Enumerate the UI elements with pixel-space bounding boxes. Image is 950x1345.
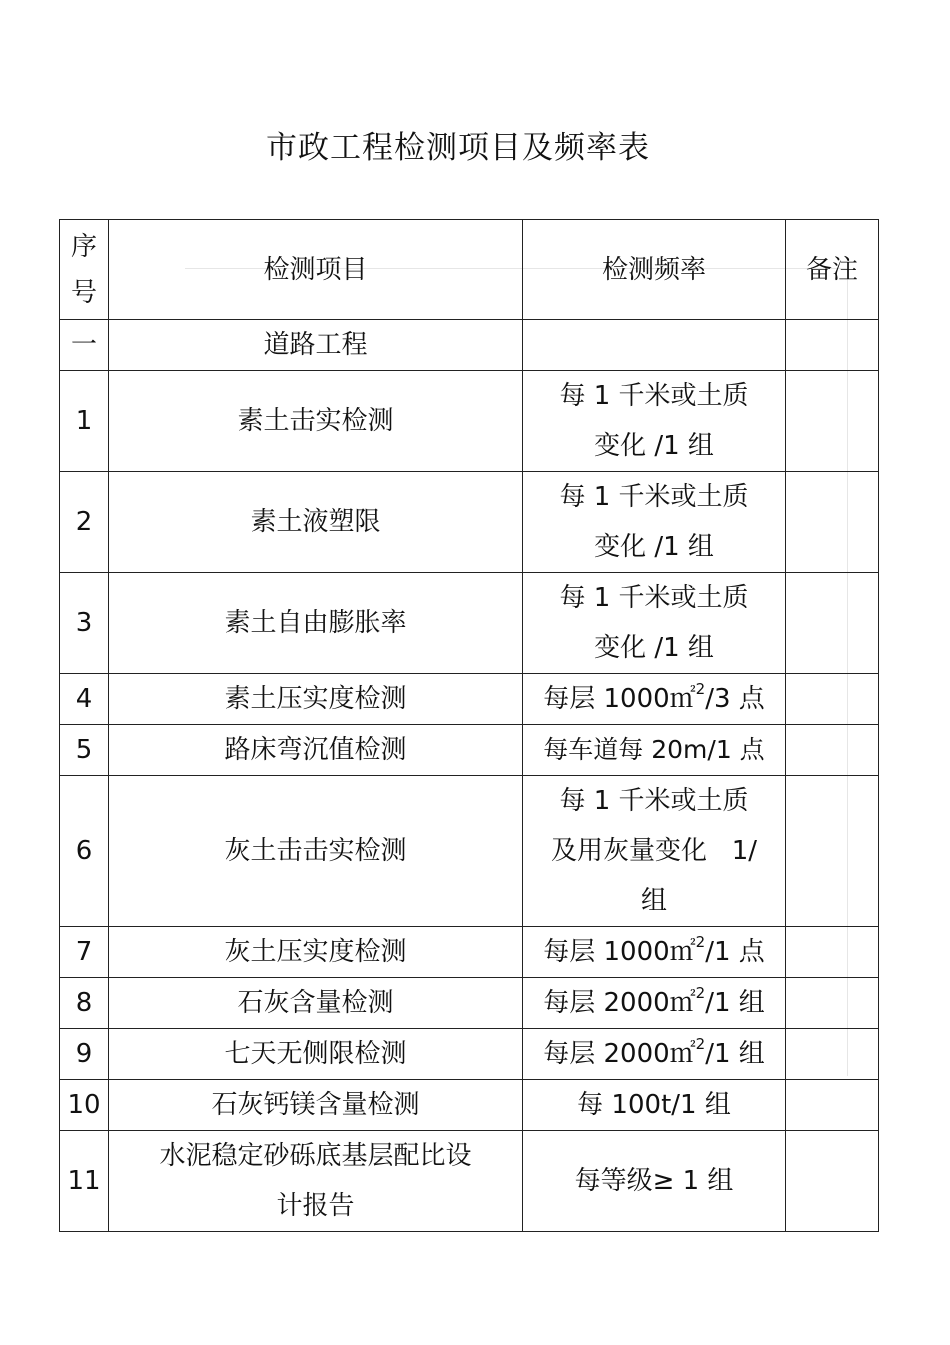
row-freq	[523, 371, 786, 472]
table-row	[60, 725, 879, 776]
row-freq-line: 变化 /1 组	[594, 431, 714, 461]
row-freq-line: 每 1 千米或土质	[559, 786, 749, 816]
row-item: 石灰含量检测	[109, 978, 523, 1029]
table-header-row	[60, 220, 879, 320]
row-freq-line: 组	[640, 886, 667, 916]
row-no: 6	[60, 776, 109, 927]
row-freq: 每 100t/1 组	[523, 1080, 786, 1131]
header-item: 检测项目	[109, 220, 523, 320]
row-note	[786, 371, 879, 472]
row-freq-tail: /1 点	[705, 937, 765, 967]
row-no: 11	[60, 1131, 109, 1232]
section-item: 道路工程	[109, 320, 523, 371]
row-freq-main: 每层 2000㎡	[543, 1039, 696, 1069]
table-row	[60, 472, 879, 573]
row-no: 7	[60, 927, 109, 978]
row-item: 七天无侧限检测	[109, 1029, 523, 1080]
header-freq: 检测频率	[523, 220, 786, 320]
row-freq-superscript: 2	[695, 1035, 706, 1053]
table-row	[60, 674, 879, 725]
table-row	[60, 1131, 879, 1232]
row-no: 1	[60, 371, 109, 472]
inspection-table	[59, 219, 879, 1232]
row-freq-line: 每 1 千米或土质	[559, 482, 749, 512]
row-item: 素土击实检测	[109, 371, 523, 472]
row-item-line: 水泥稳定砂砾底基层配比设	[159, 1141, 472, 1171]
row-freq-line: 每 1 千米或土质	[559, 583, 749, 613]
section-note	[786, 320, 879, 371]
row-no: 9	[60, 1029, 109, 1080]
row-no: 10	[60, 1080, 109, 1131]
row-item: 石灰钙镁含量检测	[109, 1080, 523, 1131]
header-no-line1: 序	[70, 231, 97, 262]
row-note	[786, 978, 879, 1029]
row-item: 灰土压实度检测	[109, 927, 523, 978]
row-freq-line: 变化 /1 组	[594, 532, 714, 562]
row-note	[786, 472, 879, 573]
row-note	[786, 776, 879, 927]
document-title: 市政工程检测项目及频率表	[266, 130, 650, 166]
table-row	[60, 1080, 879, 1131]
row-no: 4	[60, 674, 109, 725]
row-freq-line: 变化 /1 组	[594, 633, 714, 663]
row-item: 素土压实度检测	[109, 674, 523, 725]
row-freq-superscript: 2	[695, 984, 706, 1002]
row-note	[786, 1131, 879, 1232]
table-row	[60, 371, 879, 472]
row-item	[109, 1131, 523, 1232]
row-freq	[523, 472, 786, 573]
row-item: 素土自由膨胀率	[109, 573, 523, 674]
row-note	[786, 1080, 879, 1131]
row-item: 素土液塑限	[109, 472, 523, 573]
row-freq: 每车道每 20m/1 点	[523, 725, 786, 776]
header-note: 备注	[786, 220, 879, 320]
table-row	[60, 573, 879, 674]
row-freq-main: 每层 1000㎡	[543, 684, 696, 714]
row-freq	[523, 674, 786, 725]
row-freq-main: 每层 1000㎡	[543, 937, 696, 967]
row-item: 灰土击击实检测	[109, 776, 523, 927]
table-row	[60, 1029, 879, 1080]
table-row	[60, 776, 879, 927]
row-note	[786, 573, 879, 674]
row-freq-tail: /1 组	[705, 1039, 765, 1069]
row-freq-line: 每 1 千米或土质	[559, 381, 749, 411]
header-no	[60, 220, 109, 320]
row-no: 5	[60, 725, 109, 776]
row-freq	[523, 927, 786, 978]
row-freq-main: 每层 2000㎡	[543, 988, 696, 1018]
row-freq	[523, 1029, 786, 1080]
row-freq-superscript: 2	[695, 680, 706, 698]
section-freq	[523, 320, 786, 371]
row-note	[786, 1029, 879, 1080]
row-no: 3	[60, 573, 109, 674]
table-row	[60, 978, 879, 1029]
row-freq	[523, 978, 786, 1029]
section-no: 一	[60, 320, 109, 371]
row-freq-line: 及用灰量变化 1/	[550, 836, 758, 866]
row-no: 8	[60, 978, 109, 1029]
row-note	[786, 674, 879, 725]
row-freq	[523, 573, 786, 674]
row-freq-superscript: 2	[695, 933, 706, 951]
row-no: 2	[60, 472, 109, 573]
row-item: 路床弯沉值检测	[109, 725, 523, 776]
section-row	[60, 320, 879, 371]
row-item-line: 计报告	[276, 1191, 355, 1221]
row-freq	[523, 776, 786, 927]
table-row	[60, 927, 879, 978]
row-note	[786, 725, 879, 776]
header-no-line2: 号	[70, 277, 97, 308]
row-freq-tail: /3 点	[705, 684, 765, 714]
row-note	[786, 927, 879, 978]
row-freq: 每等级≥ 1 组	[523, 1131, 786, 1232]
row-freq-tail: /1 组	[705, 988, 765, 1018]
